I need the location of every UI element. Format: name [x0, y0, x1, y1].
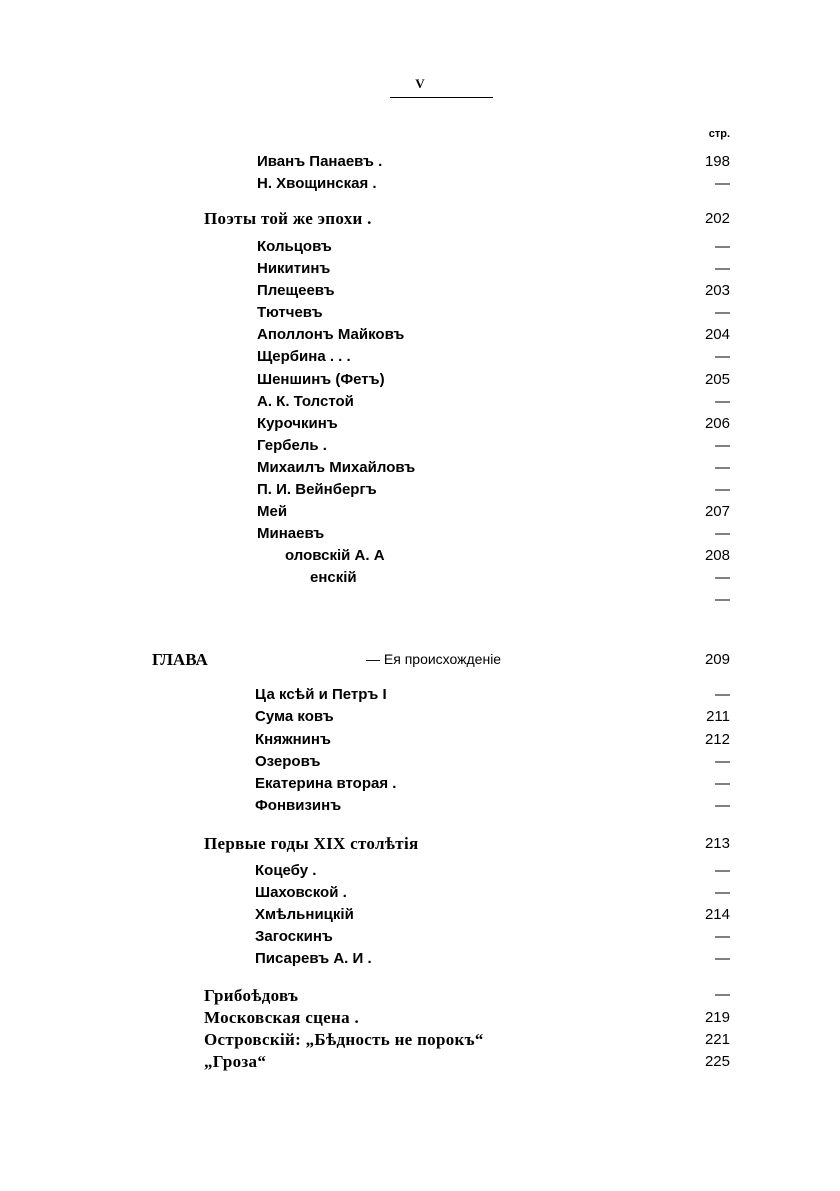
toc-entry-page: — — [715, 862, 730, 879]
toc-entry-label: Минаевъ — [257, 525, 325, 542]
toc-entry-page: — — [715, 950, 730, 967]
toc-entry-page: 212 — [704, 731, 730, 748]
toc-entry-label: Хмѣльницкій — [255, 906, 354, 923]
toc-entry-page: — — [715, 437, 730, 454]
toc-entry-label: Н. Хвощинская . — [257, 175, 377, 192]
toc-section-page: 213 — [704, 835, 730, 852]
toc-entry-page: — — [715, 238, 730, 255]
toc-entry-label: А. К. Толстой — [257, 393, 354, 410]
toc-entry-page: — — [715, 569, 730, 586]
toc-entry-label: Аполлонъ Майковъ — [257, 326, 405, 343]
toc-entry-page: — — [715, 775, 730, 792]
toc-entry-label: Сума ковъ — [255, 708, 334, 725]
toc-entry-page: — — [715, 686, 730, 703]
toc-section-title: Поэты той же эпохи . — [204, 209, 372, 228]
toc-entry-label: Загоскинъ — [255, 928, 333, 945]
toc-entry-label: оловскій А. А — [285, 547, 385, 564]
toc-entry-page: — — [715, 175, 730, 192]
toc-entry-page: 208 — [704, 547, 730, 564]
toc-entry-label: Гербель . — [257, 437, 327, 454]
toc-entry-label: Курочкинъ — [257, 415, 338, 432]
toc-entry-label: Мей — [257, 503, 288, 520]
toc-entry-page: 214 — [704, 906, 730, 923]
toc-section-title: Первые годы XIX столѣтія — [204, 834, 419, 853]
toc-entry-label: енскій — [310, 569, 357, 586]
toc-entry-page: — — [715, 797, 730, 814]
toc-section-page: 221 — [704, 1031, 730, 1048]
toc-entry-page: — — [715, 753, 730, 770]
toc-entry-label: Шеншинъ (Фетъ) — [257, 371, 385, 388]
toc-entry-label: Фонвизинъ — [255, 797, 342, 814]
toc-entry-label: Щербина . . . — [257, 348, 351, 365]
toc-entry-label: Озеровъ — [255, 753, 321, 770]
header-rule — [390, 97, 493, 98]
toc-entry-label: Плещеевъ — [257, 282, 335, 299]
page-number-roman: V — [415, 76, 425, 91]
toc-entry-label: Михаилъ Михайловъ — [257, 459, 416, 476]
toc-entry-page: 207 — [704, 503, 730, 520]
toc-entry-page: 205 — [704, 371, 730, 388]
toc-entry-page: — — [715, 459, 730, 476]
chapter-label: ГЛАВА — [152, 650, 208, 669]
toc-entry-page: 198 — [704, 153, 730, 170]
toc-entry-page: — — [715, 591, 730, 608]
chapter-subtitle: — Ея происхожденіе — [366, 651, 502, 667]
toc-section-page: 219 — [704, 1009, 730, 1026]
toc-entry-label: Екатерина вторая . — [255, 775, 397, 792]
toc-entry-label: Писаревъ А. И . — [255, 950, 372, 967]
toc-entry-label: Иванъ Панаевъ . — [257, 153, 383, 170]
toc-entry-page: — — [715, 304, 730, 321]
toc-entry-label: Кольцовъ — [257, 238, 332, 255]
toc-section-page: 202 — [704, 210, 730, 227]
toc-entry-label: П. И. Вейнбергъ — [257, 481, 377, 498]
toc-section-title: Грибоѣдовъ — [204, 986, 299, 1005]
toc-entry-page: 211 — [706, 708, 730, 725]
toc-entry-label: Коцебу . — [255, 862, 317, 879]
toc-entry-page: — — [715, 260, 730, 277]
toc-section-title: Островскій: „Бѣдность не порокъ“ — [204, 1030, 484, 1049]
toc-entry-label: Ца ксѣй и Петръ I — [255, 686, 387, 703]
toc-entry-page: 204 — [704, 326, 730, 343]
toc-entry-label: Тютчевъ — [257, 304, 323, 321]
toc-section-title: „Гроза“ — [204, 1052, 267, 1071]
page-column-header: стр. — [708, 128, 730, 140]
toc-entry-label: Никитинъ — [257, 260, 331, 277]
toc-entry-label: Шаховской . — [255, 884, 347, 901]
toc-section-page: 225 — [704, 1053, 730, 1070]
toc-entry-label: Княжнинъ — [255, 731, 331, 748]
toc-entry-page: 206 — [704, 415, 730, 432]
toc-entry-page: — — [715, 348, 730, 365]
toc-section-title: Московская сцена . — [204, 1008, 360, 1027]
toc-entry-page: — — [715, 525, 730, 542]
toc-entry-page: — — [715, 884, 730, 901]
toc-entry-page: — — [715, 481, 730, 498]
toc-entry-page: — — [715, 393, 730, 410]
toc-section-page: — — [715, 986, 730, 1003]
chapter-page: 209 — [704, 651, 730, 668]
toc-entry-page: — — [715, 928, 730, 945]
toc-entry-page: 203 — [704, 282, 730, 299]
